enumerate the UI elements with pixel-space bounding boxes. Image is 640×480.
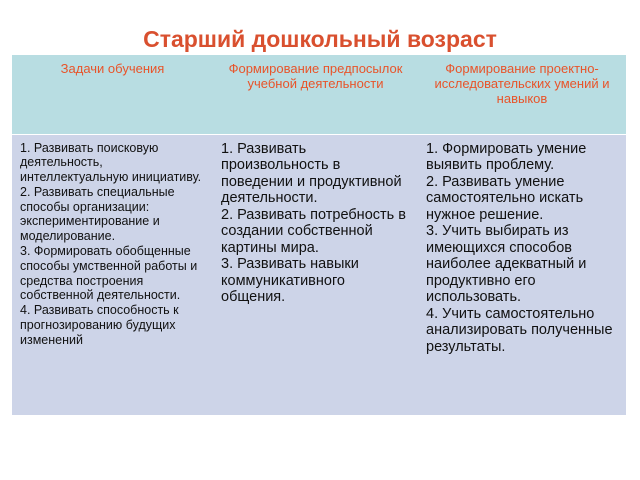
- list-item: 3. Учить выбирать из имеющихся способов наиболее адекватный и продуктивно его использовать.: [426, 223, 587, 305]
- list-item: 2. Развивать потребность в создании собственной картины мира.: [221, 206, 406, 256]
- list-item: 1. Развивать произвольность в поведении и продуктивной деятельности.: [221, 140, 402, 206]
- tasks-table: [12, 55, 626, 415]
- header-learning-tasks: Задачи обучения: [12, 55, 213, 134]
- list-item: 3. Формировать обобщенные способы умственной работы и средства построения собственной деятельности.: [20, 244, 198, 303]
- list-item: 4. Развивать способность к прогнозированию будущих изменений: [20, 303, 179, 347]
- header-research-skills: Формирование проектно-исследовательских умений и навыков: [418, 55, 626, 134]
- list-item: 1. Развивать поисковую деятельность, интеллектуальную инициативу.: [20, 140, 202, 185]
- list-item: 2. Развивать специальные способы организации: экспериментирование и моделирование.: [20, 184, 175, 244]
- list-item: 1. Формировать умение выявить проблему.: [426, 140, 587, 173]
- list-item: 4. Учить самостоятельно анализировать полученные результаты.: [426, 305, 613, 355]
- list-item: 2. Развивать умение самостоятельно искать нужное решение.: [426, 173, 584, 223]
- table-row: [12, 134, 626, 415]
- page-title: Старший дошкольный возраст: [143, 26, 497, 52]
- table-header-row: [12, 55, 626, 134]
- cell-learning-tasks: [12, 134, 213, 415]
- cell-learning-prerequisites: [213, 134, 418, 415]
- cell-research-skills: [418, 134, 626, 415]
- list-item: 3. Развивать навыки коммуникативного общения.: [221, 256, 359, 305]
- header-learning-prerequisites: Формирование предпосылок учебной деятельности: [213, 55, 418, 134]
